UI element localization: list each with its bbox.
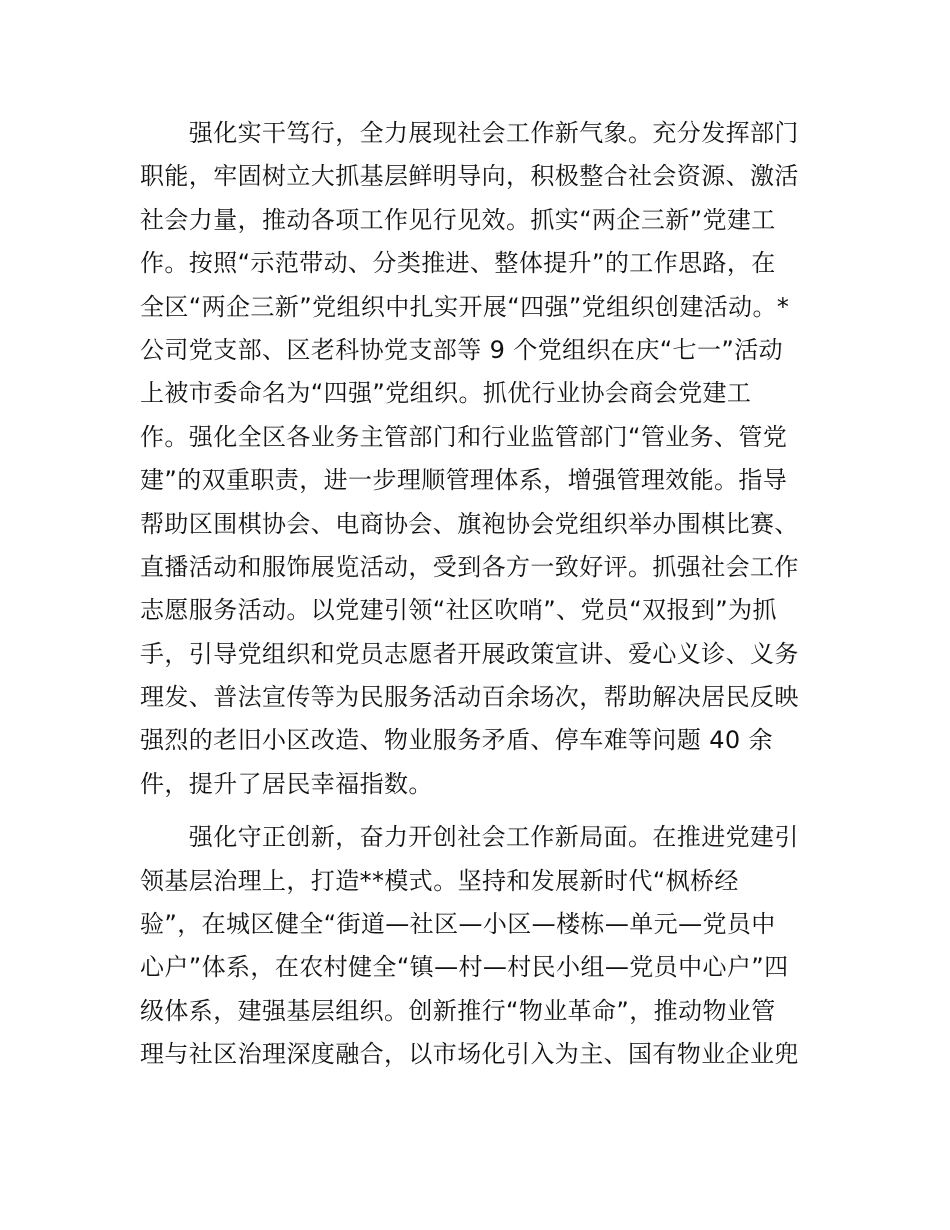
text-line: 心户”体系，在农村健全“镇—村—村民小组—党员中心户”四 <box>140 953 789 982</box>
text-line: 全区“两企三新”党组织中扎实开展“四强”党组织创建活动。* <box>140 292 790 321</box>
text-line: 强烈的老旧小区改造、物业服务矛盾、停车难等问题 40 余 <box>140 726 773 755</box>
text-line: 作。强化全区各业务主管部门和行业监管部门“管业务、管党 <box>140 422 788 451</box>
paragraph-2 <box>140 816 812 1076</box>
paragraph-1 <box>140 112 812 806</box>
text-line: 强化守正创新，奋力开创社会工作新局面。在推进党建引 <box>140 823 799 852</box>
document-body <box>140 112 812 1077</box>
text-line: 理与社区治理深度融合，以市场化引入为主、国有物业企业兜 <box>140 1040 799 1069</box>
text-line: 验”，在城区健全“街道—社区—小区—楼栋—单元—党员中 <box>140 910 776 939</box>
text-line: 社会力量，推动各项工作见行见效。抓实“两企三新”党建工 <box>140 205 776 234</box>
text-line: 强化实干笃行，全力展现社会工作新气象。充分发挥部门 <box>140 119 799 147</box>
text-line: 理发、普法宣传等为民服务活动百余场次，帮助解决居民反映 <box>140 683 799 712</box>
text-line: 建”的双重职责，进一步理顺管理体系，增强管理效能。指导 <box>140 466 788 495</box>
text-line: 作。按照“示范带动、分类推进、整体提升”的工作思路，在 <box>140 249 776 278</box>
text-line: 直播活动和服饰展览活动，受到各方一致好评。抓强社会工作 <box>140 552 799 581</box>
text-line: 领基层治理上，打造**模式。坚持和发展新时代“枫桥经 <box>140 866 739 895</box>
text-line: 级体系，建强基层组织。创新推行“物业革命”，推动物业管 <box>140 996 776 1025</box>
text-line: 职能，牢固树立大抓基层鲜明导向，积极整合社会资源、激活 <box>140 162 799 191</box>
text-line: 志愿服务活动。以党建引领“社区吹哨”、党员“双报到”为抓 <box>140 596 777 625</box>
text-line: 手，引导党组织和党员志愿者开展政策宣讲、爱心义诊、义务 <box>140 639 799 668</box>
text-line: 帮助区围棋协会、电商协会、旗袍协会党组织举办围棋比赛、 <box>140 509 799 538</box>
text-line: 上被市委命名为“四强”党组织。抓优行业协会商会党建工 <box>140 379 752 408</box>
text-line: 件，提升了居民幸福指数。 <box>140 769 433 798</box>
text-line: 公司党支部、区老科协党支部等 9 个党组织在庆“七一”活动 <box>140 335 783 364</box>
